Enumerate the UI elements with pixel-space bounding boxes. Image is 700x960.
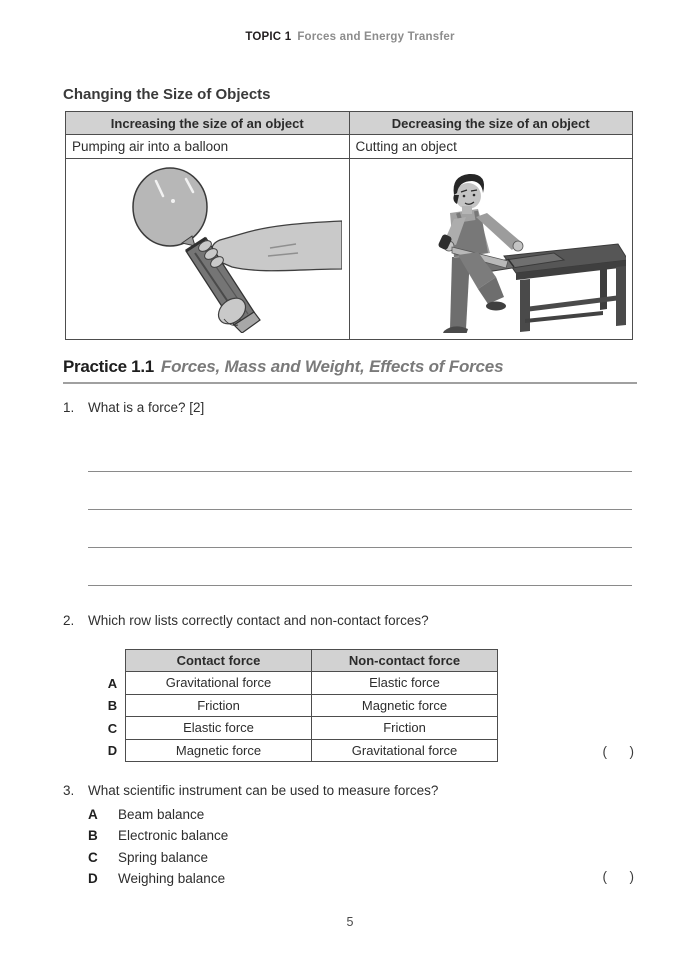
table-header-row (66, 112, 633, 135)
forces-table-header-row (126, 650, 498, 672)
option-d-text: Weighing balance (118, 871, 226, 887)
decrease-column-header: Decreasing the size of an object (349, 112, 633, 135)
question-2-row-labels (100, 649, 125, 762)
option-b (63, 825, 637, 846)
table-row (126, 694, 498, 717)
practice-title: Forces, Mass and Weight, Effects of Forces (160, 357, 504, 376)
question-2-text: Which row lists correctly contact and non-contact forces? (88, 613, 429, 628)
table-row (126, 717, 498, 740)
practice-number: Practice 1.1 (63, 357, 154, 376)
row-c-contact: Elastic force (126, 717, 312, 740)
question-1-number: 1. (63, 400, 75, 415)
increase-column-header: Increasing the size of an object (66, 112, 350, 135)
option-c-label: C (88, 849, 98, 865)
decrease-example: Cutting an object (349, 135, 633, 159)
topic-header (0, 0, 700, 43)
question-1-text: What is a force? [2] (88, 400, 205, 415)
question-3-options (63, 804, 637, 889)
example-row (66, 135, 633, 159)
question-1 (63, 399, 637, 586)
question-1-head (63, 399, 637, 417)
option-label-b: B (107, 698, 118, 714)
option-a-text: Beam balance (118, 807, 205, 823)
balloon-pump-illustration (72, 161, 342, 333)
man-sawing-cell (349, 159, 633, 340)
topic-number: TOPIC 1 (245, 31, 292, 43)
illustration-row (66, 159, 633, 340)
row-a-non-contact: Elastic force (312, 672, 498, 695)
option-label-d: D (107, 743, 118, 759)
option-label-a: A (107, 675, 118, 691)
answer-line (88, 431, 632, 472)
question-3-answer-marker: ( ) (602, 869, 634, 885)
row-c-non-contact: Friction (312, 717, 498, 740)
row-d-contact: Magnetic force (126, 739, 312, 762)
question-2-table-wrap (100, 649, 637, 762)
question-1-answer-lines (88, 431, 632, 586)
forces-table (125, 649, 498, 762)
answer-line (88, 472, 632, 510)
increase-example: Pumping air into a balloon (66, 135, 350, 159)
option-c-text: Spring balance (118, 849, 209, 865)
row-d-non-contact: Gravitational force (312, 739, 498, 762)
practice-heading (63, 357, 637, 384)
table-row (126, 739, 498, 762)
option-a-label: A (88, 807, 98, 823)
page-number: 5 (346, 915, 354, 929)
option-label-c: C (107, 720, 118, 736)
question-3-text: What scientific instrument can be used to measure forces? (88, 783, 439, 798)
option-a (63, 804, 637, 825)
option-b-label: B (88, 828, 98, 844)
row-b-contact: Friction (126, 694, 312, 717)
question-3-number: 3. (63, 783, 75, 798)
row-a-contact: Gravitational force (126, 672, 312, 695)
table-row (126, 672, 498, 695)
question-3-head (63, 782, 637, 800)
answer-line (88, 548, 632, 586)
row-b-non-contact: Magnetic force (312, 694, 498, 717)
non-contact-force-header: Non-contact force (312, 650, 498, 672)
size-change-table (65, 111, 633, 340)
option-c (63, 847, 637, 868)
option-d (63, 868, 637, 889)
man-sawing-illustration (356, 161, 626, 333)
question-2-number: 2. (63, 613, 75, 628)
question-2 (63, 612, 637, 762)
answer-line (88, 510, 632, 548)
contact-force-header: Contact force (126, 650, 312, 672)
topic-title: Forces and Energy Transfer (297, 31, 455, 43)
option-b-text: Electronic balance (118, 828, 229, 844)
balloon-pump-cell (66, 159, 350, 340)
question-3 (63, 782, 637, 889)
section-heading: Changing the Size of Objects (63, 86, 271, 103)
question-2-answer-marker: ( ) (602, 744, 634, 759)
option-d-label: D (88, 871, 98, 887)
question-2-head (63, 612, 637, 630)
